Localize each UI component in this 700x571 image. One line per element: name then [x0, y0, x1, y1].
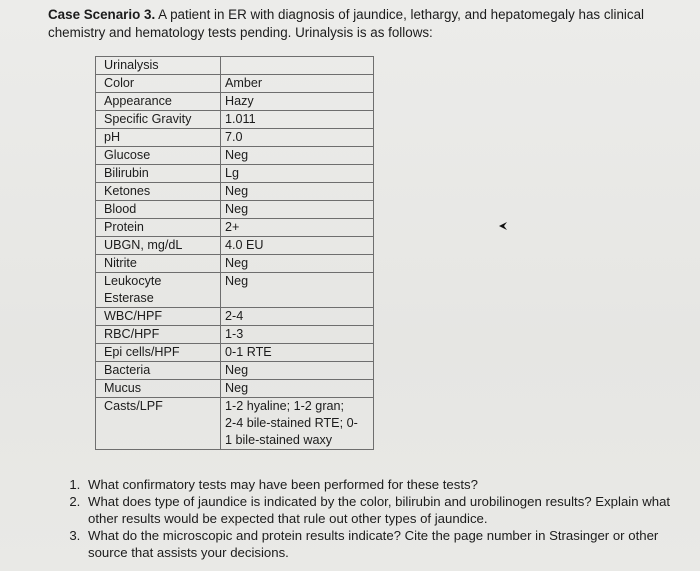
test-name: Bilirubin — [96, 165, 221, 183]
test-name: UBGN, mg/dL — [96, 237, 221, 255]
question-item: 3. What do the microscopic and protein results indicate? Cite the page number in Strasinger or other source that assists your decisions. — [84, 527, 694, 561]
test-result: Neg — [221, 362, 374, 380]
test-result: 2+ — [221, 219, 374, 237]
test-result: Neg — [221, 273, 374, 308]
test-name: Blood — [96, 201, 221, 219]
test-name: Epi cells/HPF — [96, 344, 221, 362]
table-row — [96, 183, 374, 201]
case-intro — [48, 6, 688, 42]
test-result: Lg — [221, 165, 374, 183]
table-row — [96, 308, 374, 326]
test-name: RBC/HPF — [96, 326, 221, 344]
test-name: Ketones — [96, 183, 221, 201]
test-name: WBC/HPF — [96, 308, 221, 326]
case-label: Case Scenario 3. — [48, 7, 156, 22]
test-result: Neg — [221, 255, 374, 273]
table-row — [96, 398, 374, 450]
test-name: Specific Gravity — [96, 111, 221, 129]
test-result: Neg — [221, 147, 374, 165]
test-name: Protein — [96, 219, 221, 237]
test-name: Glucose — [96, 147, 221, 165]
table-row — [96, 237, 374, 255]
case-text: A patient in ER with diagnosis of jaundice, lethargy, and hepatomegaly has clinical chemistry and hematology tests pending. Urinalysis is as follows: — [48, 7, 644, 40]
test-result: 7.0 — [221, 129, 374, 147]
test-name: Appearance — [96, 93, 221, 111]
test-name: Color — [96, 75, 221, 93]
table-title-blank — [221, 57, 374, 75]
test-result: 4.0 EU — [221, 237, 374, 255]
test-name: pH — [96, 129, 221, 147]
test-result: Amber — [221, 75, 374, 93]
test-result: Neg — [221, 201, 374, 219]
table-row — [96, 326, 374, 344]
table-row — [96, 362, 374, 380]
test-result: 0-1 RTE — [221, 344, 374, 362]
table-row — [96, 129, 374, 147]
test-result: 1-3 — [221, 326, 374, 344]
test-result: 2-4 — [221, 308, 374, 326]
question-list — [58, 476, 694, 561]
table-row — [96, 111, 374, 129]
test-result: Hazy — [221, 93, 374, 111]
table-row — [96, 201, 374, 219]
table-row — [96, 147, 374, 165]
table-row — [96, 75, 374, 93]
test-result: 1-2 hyaline; 1-2 gran; 2-4 bile-stained RTE; 0- 1 bile-stained waxy — [221, 398, 374, 450]
test-result: Neg — [221, 380, 374, 398]
table-row — [96, 344, 374, 362]
table-row — [96, 273, 374, 308]
mouse-cursor-icon — [498, 221, 508, 231]
test-result: Neg — [221, 183, 374, 201]
question-item: 2. What does type of jaundice is indicated by the color, bilirubin and urobilinogen results? Explain what other results would be expected that rule out other types of jaundice. — [84, 493, 694, 527]
test-name: Nitrite — [96, 255, 221, 273]
test-name: Mucus — [96, 380, 221, 398]
test-result: 1.011 — [221, 111, 374, 129]
table-header-row — [96, 57, 374, 75]
test-name: Casts/LPF — [96, 398, 221, 450]
table-row — [96, 93, 374, 111]
table-row — [96, 165, 374, 183]
test-name: Leukocyte Esterase — [96, 273, 221, 308]
table-row — [96, 380, 374, 398]
test-name: Bacteria — [96, 362, 221, 380]
table-row — [96, 219, 374, 237]
urinalysis-table — [95, 56, 374, 450]
question-item: 1. What confirmatory tests may have been performed for these tests? — [84, 476, 694, 493]
table-title: Urinalysis — [96, 57, 221, 75]
table-row — [96, 255, 374, 273]
